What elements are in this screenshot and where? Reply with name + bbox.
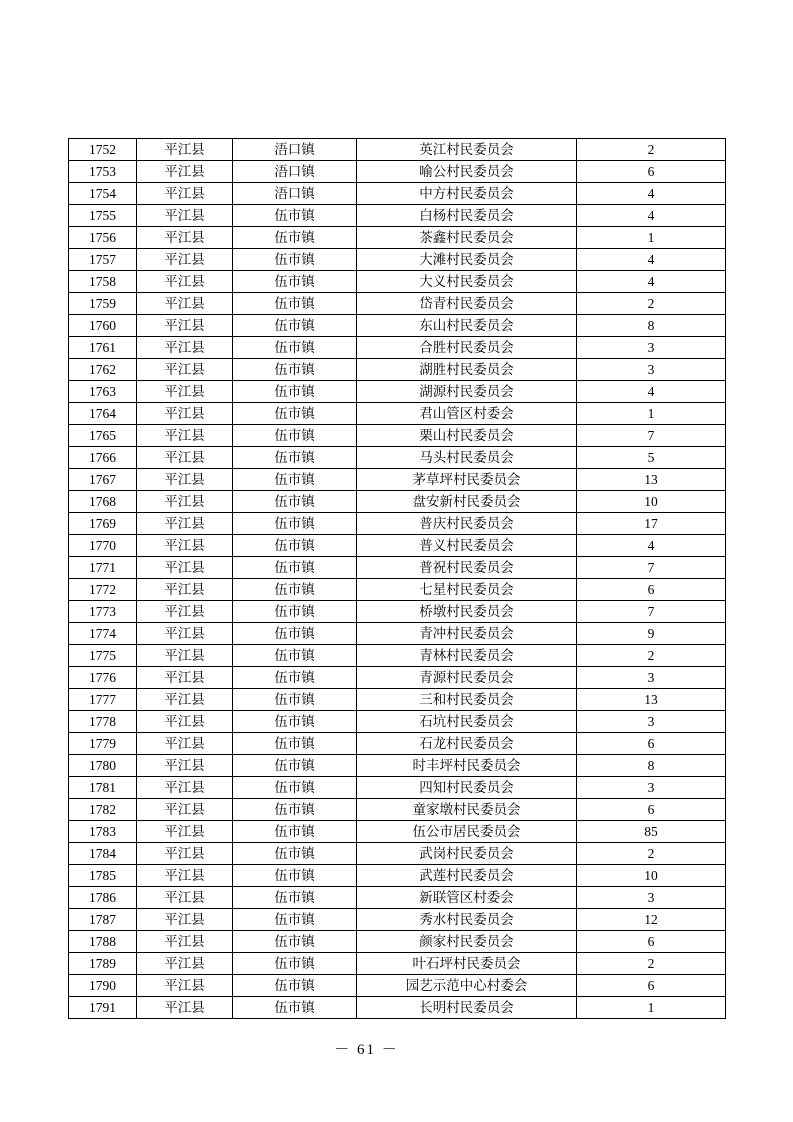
cell-county: 平江县 [137,535,233,557]
cell-county: 平江县 [137,337,233,359]
cell-count: 3 [577,777,726,799]
cell-name: 岱青村民委员会 [357,293,577,315]
cell-name: 长明村民委员会 [357,997,577,1019]
cell-seq: 1776 [69,667,137,689]
cell-count: 6 [577,161,726,183]
cell-seq: 1791 [69,997,137,1019]
cell-name: 大义村民委员会 [357,271,577,293]
cell-name: 伍公市居民委员会 [357,821,577,843]
cell-name: 君山管区村委会 [357,403,577,425]
table-row [69,293,726,315]
cell-name: 湖源村民委员会 [357,381,577,403]
cell-count: 2 [577,645,726,667]
cell-seq: 1787 [69,909,137,931]
cell-count: 4 [577,535,726,557]
table-row [69,755,726,777]
table-row [69,425,726,447]
table-row [69,491,726,513]
cell-county: 平江县 [137,733,233,755]
cell-seq: 1762 [69,359,137,381]
cell-town: 伍市镇 [233,711,357,733]
table-row [69,843,726,865]
cell-county: 平江县 [137,469,233,491]
cell-seq: 1756 [69,227,137,249]
cell-town: 伍市镇 [233,425,357,447]
cell-town: 伍市镇 [233,293,357,315]
cell-town: 伍市镇 [233,689,357,711]
cell-county: 平江县 [137,359,233,381]
table-row [69,579,726,601]
cell-town: 浯口镇 [233,183,357,205]
cell-count: 10 [577,491,726,513]
cell-count: 5 [577,447,726,469]
table-row [69,161,726,183]
cell-count: 3 [577,667,726,689]
cell-name: 普祝村民委员会 [357,557,577,579]
table-row [69,227,726,249]
table-row [69,997,726,1019]
cell-county: 平江县 [137,799,233,821]
table-row [69,601,726,623]
cell-count: 85 [577,821,726,843]
cell-name: 盘安新村民委员会 [357,491,577,513]
cell-count: 6 [577,931,726,953]
cell-name: 普义村民委员会 [357,535,577,557]
cell-name: 秀水村民委员会 [357,909,577,931]
cell-seq: 1760 [69,315,137,337]
cell-count: 7 [577,601,726,623]
page-number: － 61 － [334,1042,399,1058]
cell-county: 平江县 [137,249,233,271]
cell-name: 石龙村民委员会 [357,733,577,755]
cell-town: 伍市镇 [233,535,357,557]
cell-town: 伍市镇 [233,381,357,403]
cell-town: 伍市镇 [233,315,357,337]
cell-name: 茶鑫村民委员会 [357,227,577,249]
cell-name: 石坑村民委员会 [357,711,577,733]
table-row [69,249,726,271]
table-row [69,887,726,909]
cell-county: 平江县 [137,403,233,425]
cell-county: 平江县 [137,579,233,601]
cell-seq: 1753 [69,161,137,183]
table-row [69,777,726,799]
cell-town: 浯口镇 [233,161,357,183]
cell-town: 伍市镇 [233,975,357,997]
cell-count: 6 [577,733,726,755]
cell-seq: 1778 [69,711,137,733]
cell-county: 平江县 [137,711,233,733]
cell-name: 桥墩村民委员会 [357,601,577,623]
table-row [69,139,726,161]
cell-county: 平江县 [137,667,233,689]
cell-count: 2 [577,139,726,161]
cell-town: 伍市镇 [233,777,357,799]
cell-seq: 1774 [69,623,137,645]
cell-name: 白杨村民委员会 [357,205,577,227]
table-row [69,975,726,997]
cell-county: 平江县 [137,689,233,711]
cell-count: 6 [577,799,726,821]
table-row [69,469,726,491]
cell-town: 伍市镇 [233,953,357,975]
table-row [69,667,726,689]
cell-seq: 1771 [69,557,137,579]
cell-town: 伍市镇 [233,733,357,755]
cell-town: 伍市镇 [233,799,357,821]
table-row [69,403,726,425]
cell-seq: 1755 [69,205,137,227]
cell-seq: 1775 [69,645,137,667]
cell-name: 七星村民委员会 [357,579,577,601]
cell-count: 3 [577,337,726,359]
cell-town: 伍市镇 [233,645,357,667]
cell-count: 7 [577,557,726,579]
cell-seq: 1765 [69,425,137,447]
cell-county: 平江县 [137,139,233,161]
cell-town: 伍市镇 [233,271,357,293]
cell-name: 马头村民委员会 [357,447,577,469]
table-row [69,337,726,359]
cell-seq: 1763 [69,381,137,403]
cell-seq: 1779 [69,733,137,755]
cell-seq: 1777 [69,689,137,711]
cell-county: 平江县 [137,557,233,579]
cell-town: 伍市镇 [233,227,357,249]
cell-name: 合胜村民委员会 [357,337,577,359]
cell-count: 9 [577,623,726,645]
cell-seq: 1780 [69,755,137,777]
table-row [69,381,726,403]
cell-name: 茅草坪村民委员会 [357,469,577,491]
cell-town: 伍市镇 [233,887,357,909]
cell-seq: 1789 [69,953,137,975]
cell-count: 1 [577,997,726,1019]
cell-seq: 1764 [69,403,137,425]
cell-seq: 1783 [69,821,137,843]
cell-name: 青林村民委员会 [357,645,577,667]
cell-town: 伍市镇 [233,205,357,227]
cell-county: 平江县 [137,381,233,403]
cell-county: 平江县 [137,975,233,997]
cell-town: 伍市镇 [233,557,357,579]
table-row [69,799,726,821]
cell-county: 平江县 [137,887,233,909]
table-row [69,645,726,667]
table-row [69,205,726,227]
cell-county: 平江县 [137,425,233,447]
cell-town: 伍市镇 [233,931,357,953]
table-row [69,931,726,953]
cell-name: 时丰坪村民委员会 [357,755,577,777]
cell-count: 1 [577,227,726,249]
table-body [69,139,726,1019]
cell-count: 13 [577,469,726,491]
table-row [69,535,726,557]
cell-town: 伍市镇 [233,469,357,491]
cell-county: 平江县 [137,315,233,337]
cell-seq: 1761 [69,337,137,359]
cell-town: 伍市镇 [233,447,357,469]
cell-county: 平江县 [137,865,233,887]
cell-name: 叶石坪村民委员会 [357,953,577,975]
cell-seq: 1759 [69,293,137,315]
cell-name: 东山村民委员会 [357,315,577,337]
cell-count: 2 [577,843,726,865]
cell-name: 英江村民委员会 [357,139,577,161]
cell-town: 伍市镇 [233,755,357,777]
cell-name: 大滩村民委员会 [357,249,577,271]
cell-county: 平江县 [137,601,233,623]
cell-name: 四知村民委员会 [357,777,577,799]
table-row [69,733,726,755]
cell-seq: 1786 [69,887,137,909]
cell-name: 童家墩村民委员会 [357,799,577,821]
cell-town: 伍市镇 [233,513,357,535]
cell-name: 栗山村民委员会 [357,425,577,447]
cell-county: 平江县 [137,623,233,645]
table-row [69,623,726,645]
cell-count: 3 [577,887,726,909]
cell-seq: 1773 [69,601,137,623]
village-committee-table [68,138,726,1019]
cell-town: 伍市镇 [233,623,357,645]
table-row [69,557,726,579]
cell-county: 平江县 [137,997,233,1019]
cell-count: 7 [577,425,726,447]
cell-town: 伍市镇 [233,843,357,865]
cell-county: 平江县 [137,491,233,513]
cell-town: 伍市镇 [233,997,357,1019]
cell-town: 伍市镇 [233,359,357,381]
cell-count: 4 [577,205,726,227]
table-row [69,865,726,887]
cell-county: 平江县 [137,293,233,315]
cell-county: 平江县 [137,513,233,535]
cell-seq: 1752 [69,139,137,161]
cell-seq: 1784 [69,843,137,865]
cell-town: 伍市镇 [233,491,357,513]
cell-county: 平江县 [137,205,233,227]
cell-town: 伍市镇 [233,337,357,359]
cell-seq: 1767 [69,469,137,491]
cell-county: 平江县 [137,271,233,293]
cell-seq: 1758 [69,271,137,293]
cell-seq: 1785 [69,865,137,887]
cell-seq: 1772 [69,579,137,601]
cell-town: 伍市镇 [233,865,357,887]
cell-name: 湖胜村民委员会 [357,359,577,381]
cell-seq: 1754 [69,183,137,205]
table-row [69,271,726,293]
cell-county: 平江县 [137,183,233,205]
cell-name: 中方村民委员会 [357,183,577,205]
table-row [69,359,726,381]
cell-name: 武岗村民委员会 [357,843,577,865]
cell-county: 平江县 [137,909,233,931]
cell-count: 4 [577,249,726,271]
cell-county: 平江县 [137,447,233,469]
cell-count: 8 [577,755,726,777]
cell-county: 平江县 [137,843,233,865]
cell-count: 4 [577,271,726,293]
table-row [69,711,726,733]
cell-county: 平江县 [137,645,233,667]
cell-county: 平江县 [137,755,233,777]
table-row [69,513,726,535]
cell-count: 4 [577,381,726,403]
cell-seq: 1781 [69,777,137,799]
cell-count: 2 [577,293,726,315]
cell-county: 平江县 [137,821,233,843]
table-row [69,909,726,931]
cell-name: 普庆村民委员会 [357,513,577,535]
cell-name: 青冲村民委员会 [357,623,577,645]
cell-count: 12 [577,909,726,931]
table-row [69,183,726,205]
cell-seq: 1790 [69,975,137,997]
cell-town: 伍市镇 [233,249,357,271]
cell-name: 武莲村民委员会 [357,865,577,887]
cell-count: 6 [577,975,726,997]
table-row [69,689,726,711]
cell-name: 新联管区村委会 [357,887,577,909]
cell-count: 17 [577,513,726,535]
cell-town: 伍市镇 [233,667,357,689]
cell-seq: 1766 [69,447,137,469]
cell-town: 伍市镇 [233,601,357,623]
cell-county: 平江县 [137,953,233,975]
cell-count: 1 [577,403,726,425]
cell-town: 伍市镇 [233,909,357,931]
cell-seq: 1782 [69,799,137,821]
cell-town: 浯口镇 [233,139,357,161]
table-row [69,315,726,337]
cell-name: 青源村民委员会 [357,667,577,689]
cell-seq: 1757 [69,249,137,271]
cell-county: 平江县 [137,227,233,249]
cell-name: 颜家村民委员会 [357,931,577,953]
cell-seq: 1769 [69,513,137,535]
cell-seq: 1770 [69,535,137,557]
cell-county: 平江县 [137,931,233,953]
cell-county: 平江县 [137,161,233,183]
cell-town: 伍市镇 [233,579,357,601]
cell-town: 伍市镇 [233,821,357,843]
cell-count: 10 [577,865,726,887]
table-row [69,821,726,843]
cell-name: 喻公村民委员会 [357,161,577,183]
cell-count: 3 [577,711,726,733]
cell-seq: 1768 [69,491,137,513]
cell-count: 2 [577,953,726,975]
cell-count: 3 [577,359,726,381]
table-row [69,447,726,469]
cell-count: 6 [577,579,726,601]
cell-seq: 1788 [69,931,137,953]
cell-count: 8 [577,315,726,337]
cell-name: 园艺示范中心村委会 [357,975,577,997]
cell-county: 平江县 [137,777,233,799]
cell-name: 三和村民委员会 [357,689,577,711]
cell-count: 13 [577,689,726,711]
cell-town: 伍市镇 [233,403,357,425]
table-row [69,953,726,975]
cell-count: 4 [577,183,726,205]
